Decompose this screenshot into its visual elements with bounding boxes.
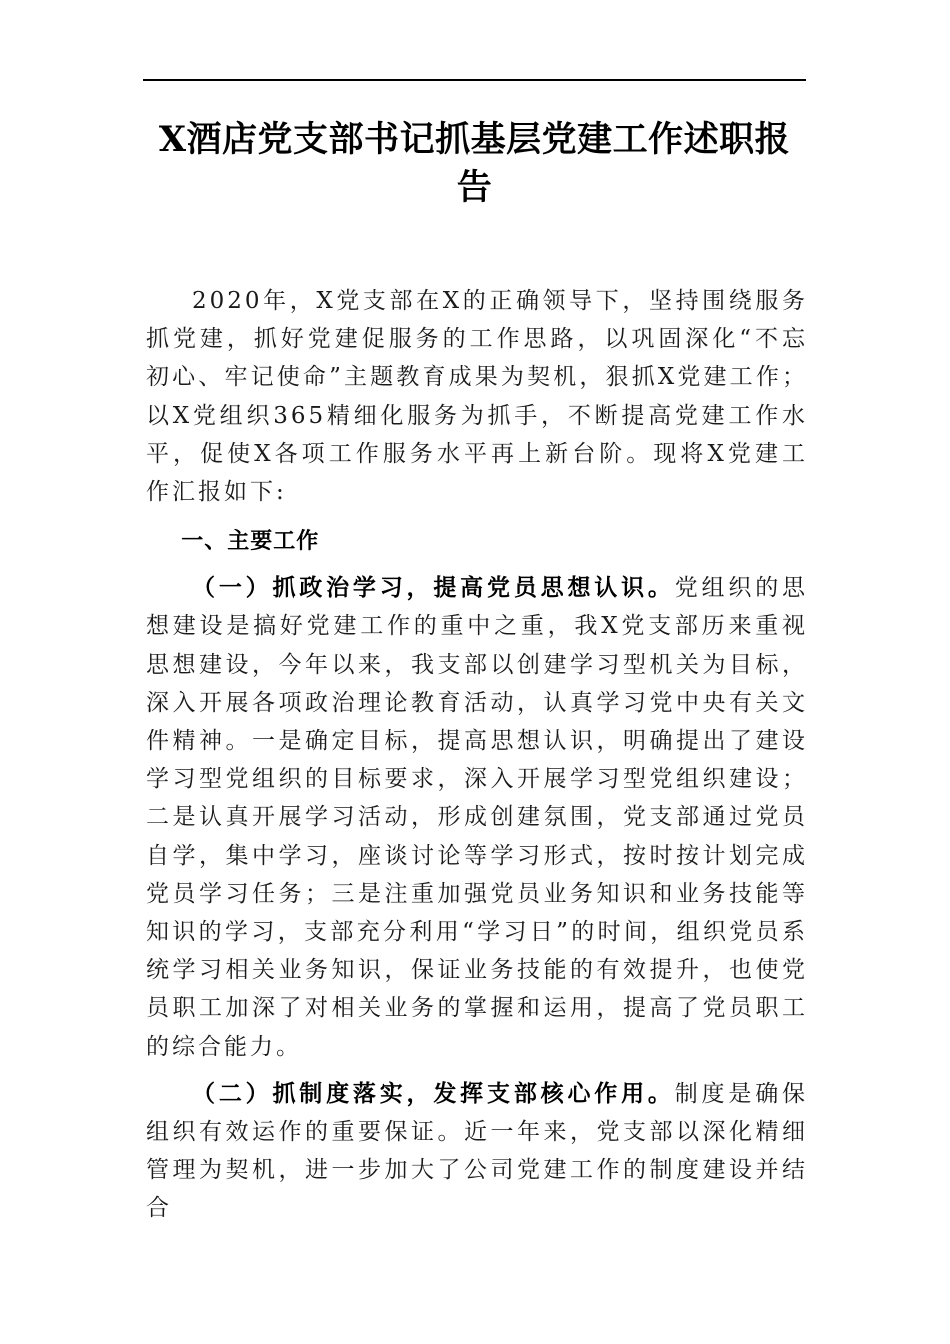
subsection-paragraph-1 — [146, 569, 808, 1066]
header-rule — [143, 79, 806, 81]
subsection-text-1: 党组织的思想建设是搞好党建工作的重中之重，我X党支部历来重视思想建设，今年以来，我支部以创建学习型机关为目标，深入开展各项政治理论教育活动，认真学习党中央有关文件精神。一是确定目标，提高思想认识，明确提出了建设学习型党组织的目标要求，深入开展学习型党组织建设；二是认真开展学习活动，形成创建氛围，党支部通过党员自学，集中学习，座谈讨论等学习形式，按时按计划完成党员学习任务；三是注重加强党员业务知识和业务技能等知识的学习，支部充分利用“学习日”的时间，组织党员系统学习相关业务知识，保证业务技能的有效提升，也使党员职工加深了对相关业务的掌握和运用，提高了党员职工的综合能力。 — [146, 575, 809, 1060]
document-title: X酒店党支部书记抓基层党建工作述职报告 — [158, 119, 791, 208]
section-heading-main-work: 一、主要工作 — [181, 529, 320, 555]
intro-paragraph: 2020年，X党支部在X的正确领导下，坚持围绕服务抓党建，抓好党建促服务的工作思路，以巩固深化“不忘初心、牢记使命”主题教育成果为契机，狠抓X党建工作；以X党组织365精细化服务为抓手，不断提高党建工作水平，促使X各项工作服务水平再上新台阶。现将X党建工作汇报如下: — [146, 288, 808, 506]
subsection-paragraph-2 — [146, 1075, 808, 1228]
subsection-lead-1: （一）抓政治学习，提高党员思想认识。 — [192, 574, 675, 602]
document-body — [146, 282, 808, 1228]
subsection-text-2: 制度是确保组织有效运作的重要保证。近一年来，党支部以深化精细管理为契机，进一步加大了公司党建工作的制度建设并结合 — [146, 1080, 809, 1222]
subsection-lead-2: （二）抓制度落实，发挥支部核心作用。 — [192, 1079, 675, 1107]
